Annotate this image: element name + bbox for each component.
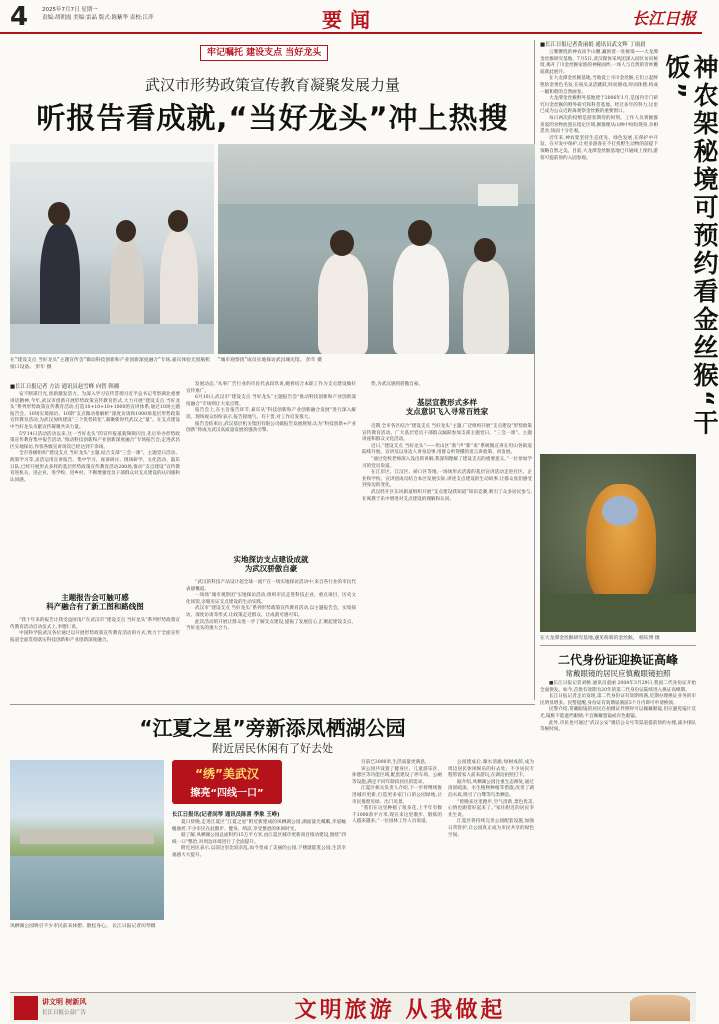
section-title: 要闻 [322,8,378,32]
col2-subhead: 实地探访支点建设成就 为武汉骄傲自豪 [233,555,309,573]
park-photo-caption: 凤栖湖公园吸引不少市民前来休憩、散松身心。 长江日报记者闵琴摄 [10,924,156,929]
col3-subhead: 基层宣教形式多样 支点意识飞入寻常百姓家 [405,398,489,416]
story-col3b-text: 近期,全市各区结合“建设支点 当好龙头”主题,广泛组织开展“支点建设”形势政策宣传教育活动。广大基层党员干部群众踊跃参加支部主题党日、“三会一课”、主题讲座和群众文化活动。 近日,“建设支点 当好龙头”——坦山区“新”声“新”说”系统微宣讲在坦山各街道陆续开展。宣讲员以身边人讲身边事,用群众听得懂的语言讲政策、讲发展。 “通过党校老师深入浅出的讲解,我深刻理解了建设支点的重要意义。”一位参加学习的党员说道。 在江岸区、江汉区、硚口区等地,一场场形式活泼的基层宣讲活动走进社区、企业和学校。宣讲团成员结合本区发展实际,讲述支点建设的生动故事,让群众真切感受到身边的变化。 武汉经开区东风街道组织开展“支点建设我知道”知识竞赛,吸引了众多居民参与,在寓教于乐中增进对支点建设的理解和认同。 [362,424,532,502]
ad-banner-text: 文明旅游 从我做起 [294,998,506,1023]
photo-exhibition [10,144,214,354]
monkey-text: 云雾缭绕的神农顶半山腰,藏匿着一处秘境——大龙潭金丝猴研究基地。7月5日,武汉媒体采风团深入园区访问秘境,揭开了川金丝猴家族的神秘面纱,一场人与自然的奇妙邂逅就此展开。 在大龙潭金丝猴基地,当地爱上寻川金丝猴,它们立起鲜艳的金黄色毛发,在枝头灵活跳跃,时而嬉戏,时而休憩,构成一幅和谐的自然画卷。 大龙潭金丝猴野外基地建于2006年1月,是国内专门研究川金丝猴的野外研究和科普基地。经过多年的努力,这里已成为公众近距离观察金丝猴的重要窗口。 每日两次的投喂是游客期待的时刻。工作人员将猴群喜爱的食物放置在指定区域,猴群便从山林中纷纷现身,争相觅食,场面十分壮观。 近年来,神农架坚持生态优先、绿色发展,在保护中开发、在开发中保护,让更多游客在不打扰野生动物的前提下领略自然之美。目前,大龙潭金丝猴基地已开通线上预约,游客可提前预约入园参观。 [540,50,658,161]
park-story [10,704,535,990]
ad-logo-icon [14,996,38,1020]
header-info [42,6,202,22]
id-card-text: ■长江日报记者刘畅 通讯员童丽 2004年3月29日,我国二代身份证开始全面换发。如今,首批有效期为20年的第二代身份证陆续进入换证高峰期。 长江日报记者走访发现,第二代身份证有效期将满,近期办理换证业务的市民明显增多。民警提醒,身份证有效期届满前3个月内即可申请换领。 民警介绍,常戴眼镜的居民在拍摄证件照时可以佩戴眼镜,但应避免镜片反光,镜框不能遮挡眼睛;不宜佩戴墨镜或有色眼镜。 此外,市民也可通过“武汉公安”微信公众号等渠道提前预约办理,减少排队等候时间。 [540,681,696,733]
story-col2-text: 发展动态,“从事广告行业的市民代表段玖说,她将结合本职工作为支点建设做好宣传推广。 6月10日,武汉市“建设支点 当好龙头”主题报告会“推动科技创新和产业创新深度融合”专场则让大家点赞。 报告会上,在主旨报告环节,嘉宾从“科技创新和产业创新融合发展”进行深入解读。现场观众纷纷表示,报告接地气、有干货,对工作启发很大。 报告会结束后,武汉基层机关集团有限公司做报告发展规划,认为“科技创新+产业创新”将成为武汉高质量发展的强劲引擎。 [186,382,356,434]
park-subtitle: 附近居民休闲有了好去处 [212,742,333,755]
park-col1-text: 夏日傍晚,走进江夏区“江夏之星”附近新建成的凤栖湖公园,湖面波光粼粼,步道蜿蜒曲折,不少市民在此散步、健身、纳凉,享受惬意的休闲时光。 据了解,凤栖湖公园总面积约15万平方米,由江夏区城市更新项目推动建设,围绕“四线一口”整治,对周边环境进行了全面提升。 附近居民表示,以前这里比较杂乱,如今变成了美丽的公园,下楼就能逛公园,生活幸福感大大提升。 [172,820,346,858]
issue-date: 2025年7月7日 星期一 [42,7,98,13]
story-byline: ■长江日报记者 方洁 通讯员赵雪峰 向智 韩湘 [10,384,119,390]
photo-museum-visit [218,144,535,354]
park-col2-text: 目前已3000米,生活质量更满意。 该公园共设置了健身区、儿童游乐区、休憩区等功能区域,配套建设了停车场、公厕等设施,满足不同年龄段居民的需求。 江夏区相关负责人介绍,下一步将继续推进城市更新,打造更多家门口的公园绿地,让市民推窗见绿、出门见景。 “我们在这里种植了很多花,上半年有数千1000余平方米,现在来这里散步、锻炼的人越来越多。”一位园林工作人员说道。 [352,760,442,825]
photo-exhibition-caption: 在“建设支点 当好龙头”主题宣传会“微动科技创新和产业创新深度融合”专场,嘉宾体验无创脑机接口设备。 彭年 摄 [10,358,211,370]
monkey-photo-caption: 在大龙潭金丝猴研究基地,遇见萌萌的金丝猴。 杨钰博 摄 [540,636,660,641]
editor-credits: 责编:胡朝霞 美编:雷晶 版式:陈紫华 责校:江萍 [42,15,154,21]
story-tag-wrap [200,40,328,56]
story-col1b-text: “我十年来的报告让我受益匪浅!”在武汉市“建设支点 当好龙头”系列形势政策宣传教育活动启动仪式上,李德仁说。 中国科学院武汉各位通过以开展形势政策宣传教育活动的方式,致力于全面宣传报道全面贯彻落实科技创新和产业创新深度融合。 [10,618,180,643]
page-number: 4 [10,2,29,32]
story-col3-text: 势,为武汉感到骄傲自豪。 [371,382,423,387]
newspaper-logo: 长江日报 [631,9,696,28]
photo-park [10,760,164,920]
story-tag: 牢记嘱托 建设支点 当好龙头 [200,45,328,61]
story-kicker: 武汉市形势政策宣传教育凝聚发展力量 [144,76,400,94]
park-col3-text: 公园建成后,湖水清澈,绿树成荫,成为周边居民休闲娱乐的好去处。不少居民专程带着家人前来游玩,在湖边拍照打卡。 据介绍,凤栖湖公园注重生态修复,通过清淤疏浚、水生植物种植等措施,改善了湖泊水质,吸引了白鹭等鸟类栖息。 “傍晚来这里跑步,空气清新,景色优美,心情也跟着好起来了。”家住附近的居民李先生说。 江夏区将持续完善公园配套设施,加强日常管护,让公园真正成为市民共享的绿色空间。 [448,760,534,838]
footer-ad [10,992,696,1022]
story-headline: 听报告看成就,“当好龙头”冲上热搜 [36,101,509,135]
park-headline: “江夏之星”旁新添凤栖湖公园 [139,716,406,740]
photo-golden-monkey [540,454,696,632]
ad-label-1: 讲文明 树新风 [42,998,87,1006]
id-card-title: 二代身份证迎换证高峰 [557,653,678,667]
campaign-badge-line1: “绣”美武汉 [195,767,259,781]
story-col1-text: 安不断谋目光,创新激发活力。为深入学习宣传贯彻习近平总书记考察湖北重要讲话精神,今年,武汉市创新开展形势政策宣传教育形式,大力开展“建设支点 当好龙头”系列形势政策宣传教育活动,打造10+10+10+1000的宣讲体系,通过10场主题报告会、10场实境探访、10期“支点微动推解析”深度访谈和1000场基层形势政策宣传教育活动,为武汉加快建设“三个优势转化”,凝聚新时代武汉之“量”。在支点建设中当好龙头贡献宣传凝聚共识力量。 5至14日活动活动以来,这一当好龙头”的宣传报道就频频闪出,先后举办形势政策宣传教育集中报告活动,“推动科技创新和产业创新深度融合”专场报告会;走进武昌区实地探访,作客各级宣讲场次已经达到千余场。 全市各级组织“建设支点 当好龙头”主题,结合支部“三会一课”、主题党日活动、政策学习等,灵活运用宣讲报告、集中学习、座谈研讨、现场研学、文化活动、鼓乐日队,已经开展形式多样的基层形势政策宣传教育活动200场,推动“支点建设”宣传教育进机关、进企业、进学校、进乡村、不断增强党员干部群众对支点建设的认同感和认同感。 [10,392,180,483]
monkey-vertical-title: 神农架秘境可预约看金丝猴“干饭” [662,54,719,438]
id-card-story [540,645,696,995]
story-col2b-text: “武汉的科技产品设计超全球一流!”在一场实地探访活动中,来自各行业的市民代表感慨道。 一场场“城市观察团”实地探访活动,组织市民走进科技企业、重点项目、历史文化场馆,亲眼见证支点建设的生动实践。 武汉市“建设支点 当好龙头”系列形势政策宣传教育活动,以主题报告会、实境探访、深度访谈等形式,让政策走近群众、让成就可感可知。 此次活动的开展让群众进一步了解支点建设,提振了发展信心,汇聚起建设支点、当好龙头的强大合力。 [186,580,356,632]
main-story [10,40,535,700]
monkey-story [540,40,719,700]
col1-subhead: 主题报告会可触可感 科产融合有了新工图和路线图 [46,593,144,611]
ad-label-2: 长江日报公益广告 [42,1010,87,1016]
campaign-badge [172,760,282,804]
monkey-byline: ■长江日报记者黄丽娟 通讯员武文辉 丁雨晨 [540,42,646,48]
park-byline: 长江日报讯(记者闵琴 通讯员陈喜 季象 王峥) [172,812,280,818]
ad-illustration [630,995,690,1021]
id-card-subtitle: 常戴眼镜的居民应慎戴眼镜拍照 [565,669,671,678]
campaign-badge-line2: 擦亮“四线一口” [190,788,264,799]
photo-museum-caption: “城市观察团”成员实地探访武昌城史馆。 彭年 摄 [218,358,322,363]
